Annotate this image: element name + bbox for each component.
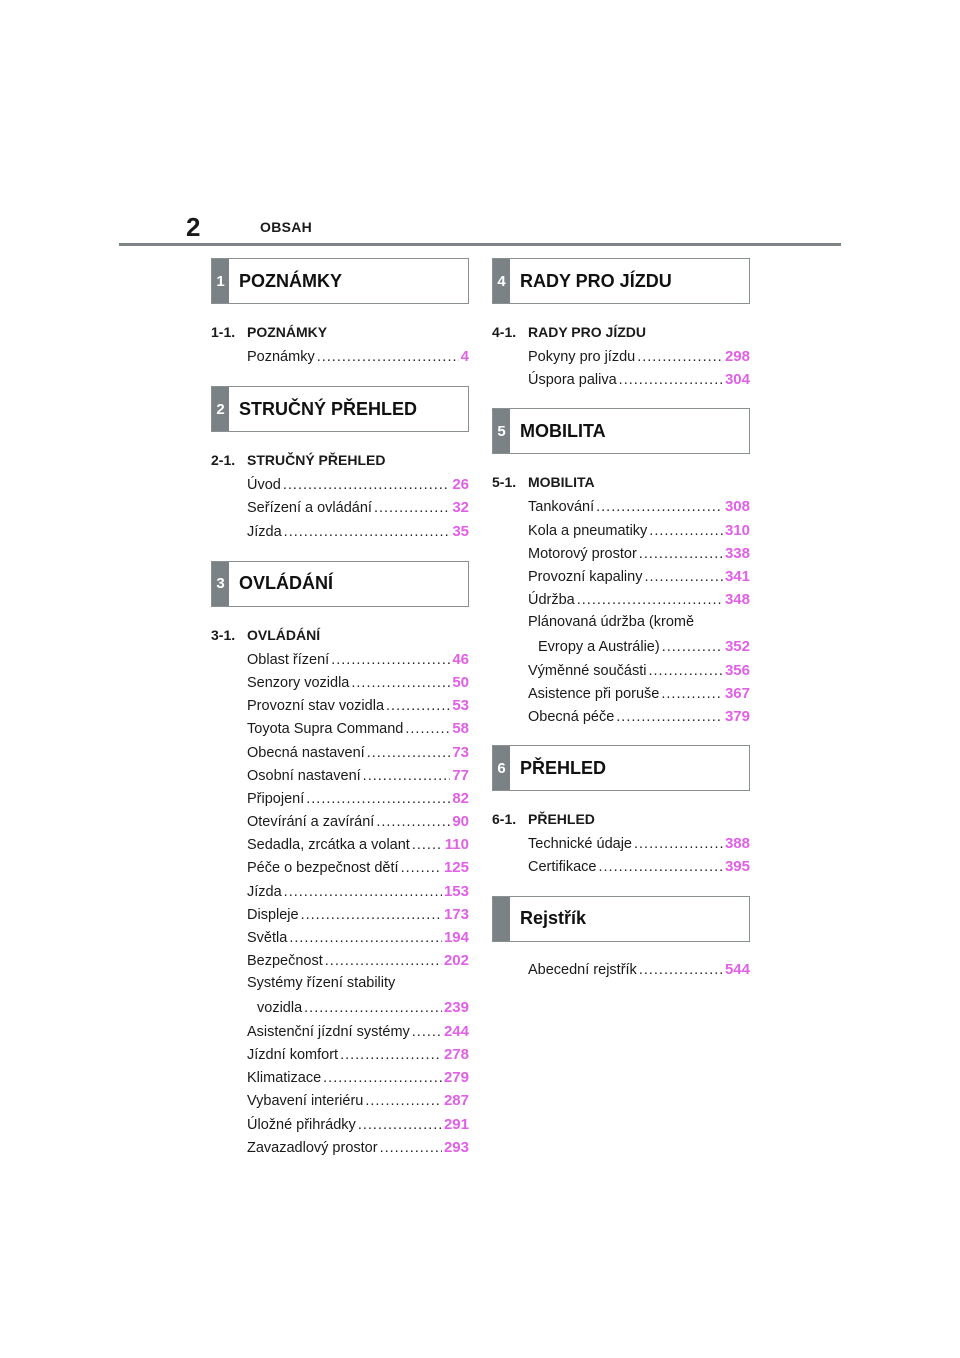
entry-label: Připojení [247,790,305,807]
entry-label: Péče o bezpečnost dětí [247,860,399,877]
toc-entries [528,958,750,981]
entry-label: Provozní kapaliny [528,568,643,585]
section-number-tab: 3 [212,562,229,606]
toc-entries [528,495,750,728]
entry-page-number[interactable]: 244 [443,1022,469,1040]
dot-leader [301,904,442,927]
dot-leader [365,1090,442,1113]
dot-leader [662,636,723,659]
entry-page-number[interactable]: 173 [443,905,469,923]
section-title: STRUČNÝ PŘEHLED [239,398,418,419]
dot-leader [358,1114,442,1137]
entry-page-number[interactable]: 110 [444,836,469,854]
entry-page-number[interactable]: 53 [452,697,469,715]
entry-label: Obecná nastavení [247,744,365,761]
entry-label: Jízda [247,523,282,540]
toc-entry[interactable] [247,1043,469,1066]
entry-page-number[interactable]: 287 [443,1092,469,1110]
entry-page-number[interactable]: 50 [452,673,469,691]
entry-label: Technické údaje [528,836,632,853]
toc-entry[interactable] [247,787,469,810]
dot-leader [616,706,723,729]
chapter-title: POZNÁMKY [247,324,328,340]
dot-leader [374,497,450,520]
section-number-tab: 4 [493,259,510,303]
dot-leader [325,950,442,973]
entry-label-continued: Evropy a Austrálie) [538,638,660,655]
dot-leader [596,496,723,519]
toc-section [492,258,750,391]
toc-entry[interactable] [528,542,750,565]
toc-entry[interactable] [528,345,750,368]
entry-page-number[interactable]: 338 [724,544,750,562]
dot-leader [376,811,450,834]
section-tab[interactable] [492,896,750,942]
toc-entry[interactable] [247,1020,469,1043]
dot-leader [306,788,450,811]
section-tab[interactable] [492,745,750,791]
dot-leader [619,369,723,392]
entry-page-number[interactable]: 58 [452,720,469,738]
toc-section [492,745,750,878]
entry-label: Toyota Supra Command [247,721,404,738]
dot-leader [644,566,723,589]
dot-leader [363,765,451,788]
entry-page-number[interactable]: 310 [724,521,750,539]
entry-page-number[interactable]: 77 [452,766,469,784]
entry-page-number[interactable]: 341 [724,567,750,585]
toc-entries [528,832,750,878]
toc-entry[interactable] [528,495,750,518]
dot-leader [639,959,723,982]
entry-page-number[interactable]: 367 [724,684,750,702]
entry-page-number[interactable]: 32 [452,499,469,517]
toc-entry[interactable] [247,880,469,903]
section-number-tab: 6 [493,746,510,790]
chapter-heading [492,472,750,492]
section-number-tab: 2 [212,387,229,431]
toc-entry[interactable] [247,949,469,972]
dot-leader [323,1067,442,1090]
dot-leader [401,857,442,880]
entry-page-number[interactable]: 73 [452,743,469,761]
entry-label: Displeje [247,906,299,923]
entry-label: Údržba [528,592,575,609]
entry-label: Jízda [247,883,282,900]
entry-label: Úložné přihrádky [247,1116,356,1133]
chapter-number: 2-1. [211,452,236,469]
entry-page-number[interactable]: 293 [443,1138,469,1156]
entry-page-number[interactable]: 4 [460,348,469,365]
toc-entry[interactable] [247,345,469,368]
entry-page-number[interactable]: 379 [724,708,750,726]
section-title: PŘEHLED [520,757,607,778]
entry-label: Abecední rejstřík [528,961,637,978]
dot-leader [331,649,450,672]
dot-leader [639,543,723,566]
toc-entries [247,473,469,543]
toc-entry[interactable] [528,611,750,658]
entry-label: Tankování [528,499,595,516]
entry-page-number[interactable]: 395 [724,858,750,876]
entry-label: Vybavení interiéru [247,1093,364,1110]
entry-line2 [528,635,750,659]
entry-label: Systémy řízení stability [247,975,396,992]
chapter-title: OVLÁDÁNÍ [247,626,321,643]
toc-entries [247,648,469,1159]
entry-label: Certifikace [528,859,597,876]
section-title: POZNÁMKY [239,270,342,291]
entry-label: Poznámky [247,349,315,365]
toc-entry[interactable] [528,855,750,878]
entry-label: Motorový prostor [528,545,637,562]
entry-page-number[interactable]: 239 [443,998,469,1016]
toc-entry[interactable] [247,1113,469,1136]
toc-section [211,258,469,368]
toc-section [211,561,469,1159]
entry-label: Jízdní komfort [247,1046,339,1063]
entry-page-number[interactable]: 279 [443,1069,469,1087]
toc-section [492,896,750,981]
dot-leader [661,683,723,706]
dot-leader [340,1044,442,1067]
dot-leader [412,1021,442,1044]
section-tab[interactable] [211,386,469,432]
entry-label: Asistenční jízdní systémy [247,1023,410,1040]
entry-page-number[interactable]: 291 [443,1115,469,1133]
entry-label: Obecná péče [528,709,615,726]
toc-entry[interactable] [247,671,469,694]
dot-leader [634,833,723,856]
toc-entry[interactable] [528,682,750,705]
entry-page-number[interactable]: 308 [724,498,750,516]
toc-entry[interactable] [528,659,750,682]
page-number: 2 [186,212,201,242]
chapter-heading [211,625,469,645]
entry-label: Senzory vozidla [247,674,350,691]
running-title: OBSAH [260,219,313,235]
section-title: Rejstřík [520,908,587,929]
toc-entry[interactable] [247,810,469,833]
entry-label: Pokyny pro jízdu [528,349,636,365]
entry-label: Seřízení a ovládání [247,500,372,517]
section-tab[interactable] [211,258,469,304]
toc-entry[interactable] [247,926,469,949]
entry-label: Asistence při poruše [528,685,660,702]
chapter-title: PŘEHLED [528,811,595,828]
entry-label: Světla [247,930,288,946]
dot-leader [637,346,723,369]
toc-entry[interactable] [247,856,469,879]
toc-entry[interactable] [528,368,750,391]
section-title: OVLÁDÁNÍ [239,573,333,594]
section-tab[interactable] [492,258,750,304]
section-number-tab: 5 [493,409,510,453]
entry-label: Osobní nastavení [247,767,361,784]
entry-label: Zavazadlový prostor [247,1139,378,1156]
toc-section [211,386,469,543]
chapter-title: STRUČNÝ PŘEHLED [247,452,386,469]
toc-entry[interactable] [247,520,469,543]
chapter-heading [492,322,750,342]
toc-entry[interactable] [247,1136,469,1159]
chapter-number: 4-1. [492,324,517,340]
chapter-number: 3-1. [211,626,236,643]
entry-page-number[interactable]: 348 [724,591,750,609]
toc-entry[interactable] [247,741,469,764]
section-title: RADY PRO JÍZDU [520,270,672,291]
toc-entry[interactable] [247,694,469,717]
dot-leader [317,346,459,369]
chapter-number: 5-1. [492,474,517,491]
toc-entry[interactable] [247,833,469,856]
entry-page-number[interactable]: 304 [724,371,750,389]
toc-entry[interactable] [247,717,469,740]
dot-leader [284,881,442,904]
toc-entry[interactable] [528,519,750,542]
entry-page-number[interactable]: 298 [724,348,750,365]
entry-label: Klimatizace [247,1070,322,1087]
dot-leader [386,695,450,718]
dot-leader [599,856,723,879]
entry-line2 [247,996,469,1020]
entry-page-number[interactable]: 278 [443,1045,469,1063]
dot-leader [284,521,451,544]
entry-label-continued: vozidla [257,999,303,1016]
chapter-heading [211,322,469,342]
entry-page-number[interactable]: 35 [452,522,469,540]
dot-leader [304,997,442,1020]
toc-entry[interactable] [247,648,469,671]
entry-label: Úvod [247,477,281,494]
chapter-number: 1-1. [211,324,236,340]
entry-page-number[interactable]: 352 [724,637,750,655]
dot-leader [405,718,450,741]
section-tab[interactable] [492,408,750,454]
entry-page-number[interactable]: 202 [443,952,469,970]
entry-page-number[interactable]: 388 [724,835,750,853]
toc-entries [528,345,750,391]
toc-entries [247,345,469,368]
entry-label: Bezpečnost [247,953,323,970]
toc-entry[interactable] [528,958,750,981]
toc-entry[interactable] [247,903,469,926]
section-title: MOBILITA [520,420,606,441]
entry-label: Otevírání a zavírání [247,814,375,831]
entry-page-number[interactable]: 82 [452,789,469,807]
dot-leader [351,672,450,695]
header-rule [119,243,841,246]
section-number-tab [493,897,510,941]
entry-label: Kola a pneumatiky [528,522,648,539]
chapter-heading [492,809,750,829]
entry-page-number[interactable]: 153 [443,882,469,900]
toc-entry[interactable] [528,832,750,855]
entry-page-number[interactable]: 125 [443,859,469,877]
entry-label: Oblast řízení [247,651,330,668]
entry-label: Úspora paliva [528,372,617,389]
toc-section [492,408,750,728]
dot-leader [649,520,723,543]
toc-entry[interactable] [247,1066,469,1089]
section-tab[interactable] [211,561,469,607]
toc-entry[interactable] [528,565,750,588]
dot-leader [648,660,722,683]
toc-entry[interactable] [528,588,750,611]
entry-page-number[interactable]: 26 [452,476,469,494]
entry-page-number[interactable]: 356 [724,661,750,679]
dot-leader [367,742,451,765]
dot-leader [283,474,450,497]
dot-leader [289,927,442,950]
toc-entry[interactable] [247,496,469,519]
dot-leader [380,1137,442,1160]
right-column [492,258,750,981]
toc-entry[interactable] [247,473,469,496]
toc-entry[interactable] [247,1089,469,1112]
entry-page-number[interactable]: 90 [452,813,469,831]
chapter-title: MOBILITA [528,474,595,491]
entry-label: Výměnné součásti [528,662,647,679]
entry-page-number[interactable]: 544 [724,960,750,978]
chapter-title: RADY PRO JÍZDU [528,324,646,340]
chapter-number: 6-1. [492,811,517,828]
entry-label: Sedadla, zrcátka a volant [247,837,410,854]
entry-label: Provozní stav vozidla [247,698,385,715]
left-column [211,258,469,1159]
dot-leader [577,589,723,612]
entry-page-number[interactable]: 194 [443,929,469,946]
dot-leader [412,834,443,857]
entry-page-number[interactable]: 46 [452,650,469,668]
toc-entry[interactable] [528,705,750,728]
entry-label: Plánovaná údržba (kromě [528,614,695,631]
toc-entry[interactable] [247,764,469,787]
chapter-heading [211,450,469,470]
section-number-tab: 1 [212,259,229,303]
toc-entry[interactable] [247,972,469,1019]
